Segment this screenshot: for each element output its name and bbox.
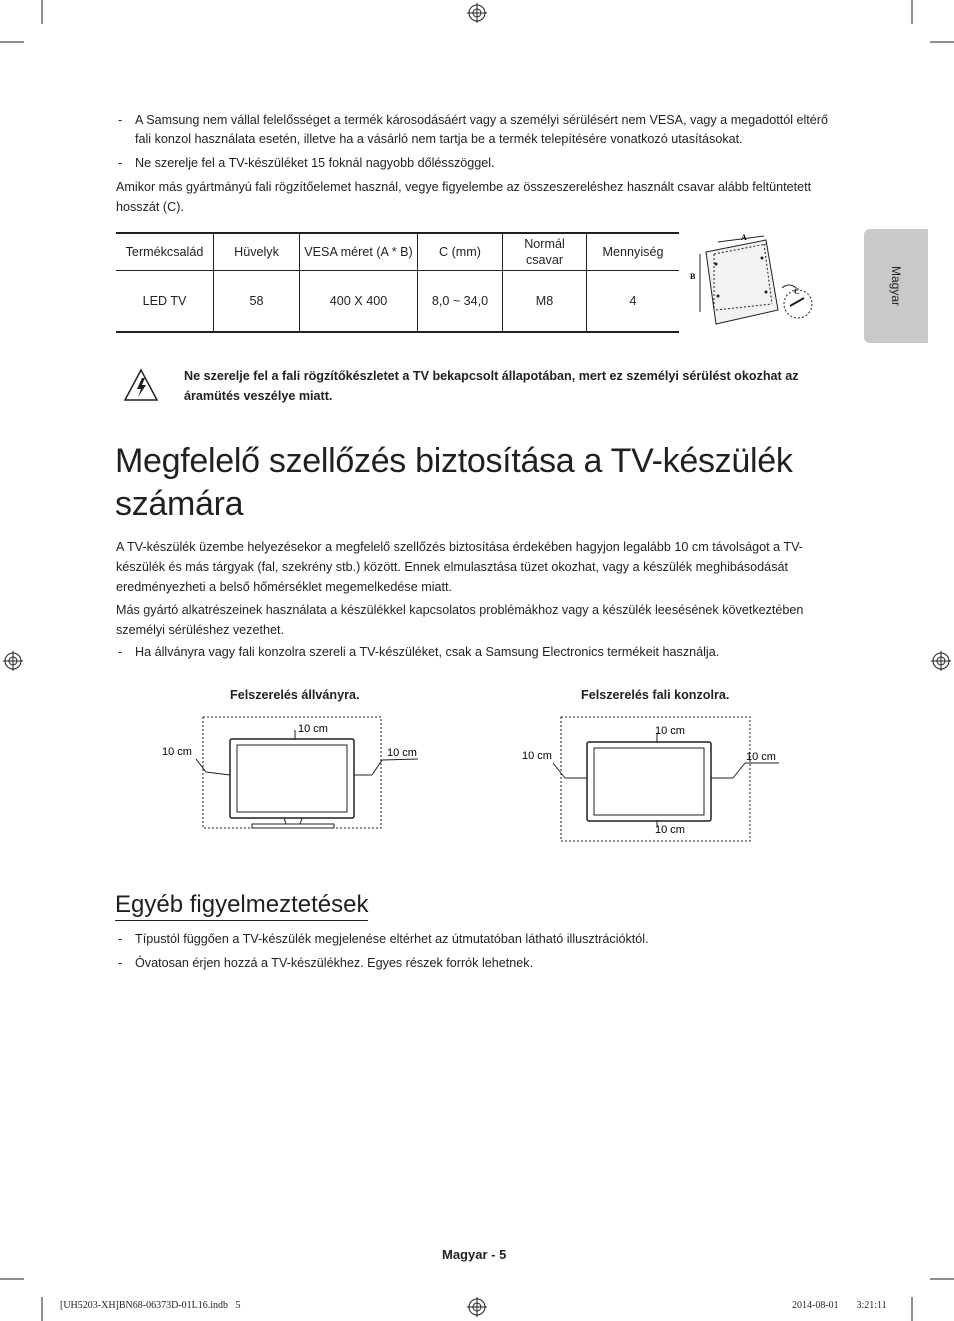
page-title: Megfelelő szellőzés biztosítása a TV-készülék számára [115,442,793,523]
clearance-bottom-label: 10 cm [655,824,685,836]
registration-mark-top [467,3,487,23]
table-cell: 400 X 400 [300,271,418,333]
bullet-text: Ne szerelje fel a TV-készüléket 15 foknál nagyobb dőlésszöggel. [135,156,495,170]
table-header-cell: Mennyiség [587,233,680,271]
table-cell: M8 [503,271,587,333]
footer-file-info: [UH5203-XH]BN68-06373D-01L16.indb 5 [60,1300,241,1311]
stand-mount-figure [150,710,440,840]
bullet-item: - Ne szerelje fel a TV-készüléket 15 foknál nagyobb dőlésszöggel. [118,156,495,170]
bullet-text: Óvatosan érjen hozzá a TV-készülékhez. Egyes részek forrók lehetnek. [135,956,534,970]
table-header-row [116,233,679,271]
table-header-cell: Termékcsalád [116,233,214,271]
table-header-cell: C (mm) [418,233,503,271]
table-cell: LED TV [116,271,214,333]
section-heading: Egyéb figyelmeztetések [115,890,368,921]
wall-figure-caption: Felszerelés fali konzolra. [581,688,730,702]
warning-text: Ne szerelje fel a fali rögzítőkészletet a TV bekapcsolt állapotában, mert ez személyi sérülést okozhat az áramütés veszélye miatt. [184,369,799,403]
dim-label-b: B [690,272,696,281]
electric-shock-warning-icon [123,368,159,402]
table-header-cell: Normál csavar [503,233,587,271]
language-side-tab-label: Magyar [889,265,903,307]
bullet-item: - Ha állványra vagy fali konzolra szereli a TV-készüléket, csak a Samsung Electronics termékeit használja. [118,645,720,659]
table-cell: 4 [587,271,680,333]
table-cell: 58 [214,271,300,333]
wall-mount-diagram [686,232,816,332]
registration-mark-right [931,651,951,671]
dim-label-a: A [741,233,747,242]
registration-mark-left [3,651,23,671]
clearance-left-label: 10 cm [162,746,192,758]
table-cell: 8,0 ~ 34,0 [418,271,503,333]
screw-note: Amikor más gyártmányú fali rögzítőelemet használ, vegye figyelembe az összeszereléshez használt csavar alább feltüntetett hosszát (C). [116,180,812,214]
table-row [116,271,679,333]
table-header-cell: Hüvelyk [214,233,300,271]
clearance-right-label: 10 cm [746,751,776,763]
bullet-item: - A Samsung nem vállal felelősséget a termék károsodásáért vagy a személyi sérülésért nem VESA, vagy a megadottól eltérő fali konzol használata esetén, illetve ha a vásárló nem tartja be a termék telepítésére vonatkozó utasításokat. [118,113,829,146]
stand-figure-caption: Felszerelés állványra. [230,688,360,702]
dim-label-c: C [794,287,800,296]
language-side-tab [864,229,928,343]
registration-mark-bottom [467,1297,487,1317]
footer-timestamp: 2014-08-01 ⃞ 3:21:11 [792,1300,887,1311]
clearance-left-label: 10 cm [522,750,552,762]
ventilation-paragraph: A TV-készülék üzembe helyezésekor a megfelelő szellőzés biztosítása érdekében hagyjon legalább 10 cm távolságot a TV-készülék és más tárgyak (fal, szekrény stb.) között. Ennek elmulasztása tüzet okozhat, vagy a készülék meghibásodását eredményezheti a belső hőmérséklet megemelkedése miatt. [116,540,803,594]
bullet-text: Ha állványra vagy fali konzolra szereli a TV-készüléket, csak a Samsung Electronics termékeit használja. [135,645,720,659]
bullet-item: - Típustól függően a TV-készülék megjelenése eltérhet az útmutatóban látható illusztrációktól. [118,932,649,946]
page-number: Magyar - 5 [442,1247,507,1262]
bullet-text: A Samsung nem vállal felelősséget a termék károsodásáért vagy a személyi sérülésért nem VESA, vagy a megadottól eltérő fali konzol használata esetén, illetve ha a vásárló nem tartja be a termék telepítésére vonatkozó utasításokat. [135,113,829,146]
table-header-cell: VESA méret (A * B) [300,233,418,271]
bullet-text: Típustól függően a TV-készülék megjelenése eltérhet az útmutatóban látható illusztrációktól. [135,932,649,946]
bullet-item: - Óvatosan érjen hozzá a TV-készülékhez. Egyes részek forrók lehetnek. [118,956,534,970]
spec-table [116,232,679,333]
clearance-top-label: 10 cm [298,723,328,735]
wall-mount-figure [515,710,795,845]
ventilation-paragraph: Más gyártó alkatrészeinek használata a készülékkel kapcsolatos problémákhoz vagy a készülék leesésének következtében személyi sérüléshez vezethet. [116,603,804,637]
clearance-top-label: 10 cm [655,725,685,737]
clearance-right-label: 10 cm [387,747,417,759]
